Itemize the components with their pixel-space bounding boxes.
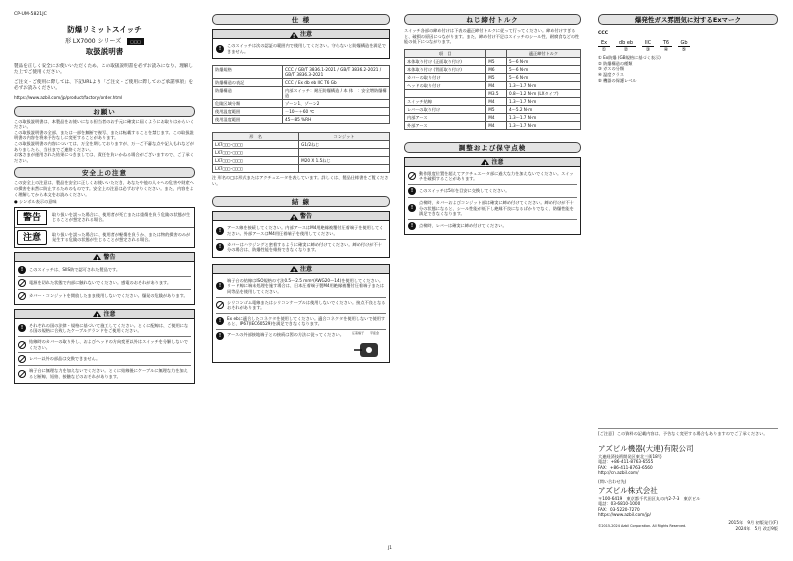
note-text: この資料の記載内容は、予告なく変更する場合もありますのでご了承ください。	[616, 431, 768, 436]
title-model: 形 LX7000 シリーズ	[64, 38, 122, 46]
wiring-warning-box: ! アース線を接続してください。内部アースはM4用絶縁被覆付圧着端子を使用してください。外部アースはM4用圧着端子を使用してください。 ! カバーはハウジングと密着するように確実に締め付けてください。締め付けが不十分の場合は、防爆性能を維持できなくなります。	[212, 221, 390, 257]
exmark-numbers: ① ② ③ ④ ⑤	[601, 47, 687, 54]
company-web[interactable]: http://cn.azbil.com/	[598, 470, 639, 476]
symbol-heading: ● シンボル表示の意味	[14, 199, 57, 205]
section-maint: 調整および保守点検	[404, 142, 581, 153]
table-row: M3.5 0.8～1.2 N·m (LXタイプ)	[405, 89, 581, 97]
caution-icon	[481, 159, 489, 165]
warning-icon	[290, 214, 298, 220]
section-onegai: お願い	[14, 106, 195, 117]
table-row: 外部アース M4 1.3～1.7 N·m	[405, 121, 581, 129]
table-row: 使用湿度範囲 45～85 %RH	[213, 116, 390, 124]
note-label: [ご注意]	[598, 431, 614, 436]
wiring-caution-bar: ! 注意	[212, 264, 390, 274]
table-row: LX7□□□-□□□□ M20 X 1.5ねじ	[213, 157, 390, 165]
prohibit-icon	[18, 292, 26, 300]
must-icon: !	[216, 317, 224, 325]
warning-icon	[93, 254, 101, 260]
no-disassemble-icon	[18, 341, 26, 349]
must-icon: !	[216, 45, 224, 53]
table-row: 本体取り付け (背面取り付け) M6 5～6 N·m	[405, 65, 581, 73]
prohibit-icon	[408, 172, 416, 180]
caution-icon	[93, 311, 101, 317]
must-icon: !	[216, 243, 224, 251]
title-code: □□□	[127, 38, 144, 45]
ground-icon: !	[216, 227, 224, 235]
exmark-legend: ① Ex防爆 (GB規格に基づく表示) ② 防爆構造の種類 ③ ガスの分類 ④ 温度クラス ⑤ 機器の保護レベル	[598, 55, 661, 83]
c1-warning-box: ! このスイッチは、SIIS防で認可された製品です。 電源を切れた状態で内部に触れないでください。感電のおそれがあります。 カバー・コンジットを開放したまま使用しないでください。爆発の危険があります。	[14, 262, 195, 305]
table-row: LX7□□□-□□□□ G1/2ねじ	[213, 141, 390, 149]
section-exmark: 爆発性ガス雰囲気に対するExマーク	[598, 14, 778, 25]
torque-intro: スイッチ各部の締め付けは下表の適正締付トルクに従って行ってください。締め付けすぎると、破損の原因につながります。また、締め付け不足はスイッチのシール性、耐腐食などの性能の低下につながります。	[404, 28, 580, 45]
maint-caution-box: 動作限度位置を超えてアクチュエータ部に過大な力を加えないでください。スイッチを破損することがあります。 ! このスイッチは5年を目安に交換してください。 ! 点検時、カバーおよびコンジット部は確実に締め付けてください。締め付けが不十分の状態になると、シール性能が低下し絶縁不良になるばかりでなく、防爆性能を満足できなくなります。 ! 点検時、レバーは確実に締め付けてください。	[404, 167, 581, 235]
wiring-warning-bar: ! 警告	[212, 211, 390, 221]
intro-1: 製品を正しく安全にお使いいただくため、この取扱説明書を必ずお読みになり、理解した上でご使用ください。	[14, 64, 193, 76]
spec-caution-bar: ! 注意	[212, 29, 390, 39]
prohibit-icon	[18, 370, 26, 378]
table-row: カバーの取り付け M5 5～6 N·m	[405, 73, 581, 81]
torque-table: 項 目 適正締付トルク 本体取り付け (正面取り付け) M5 5～6 N·m 本体取り付け (背面取り付け) M6 5～6 N·m カバーの取り付け M5 5～6 N·m ヘッドの取り付け M4 1.3～1.7 N·m M3.5 0.8～1.2 N·m (LXタイプ) スイッチ結線 M4 1.3～1.7 N·m レバーの取り付け M5 4～5.2 N·m 内部アース M4 1.3～1.7 N·m 外部アース M4 1.3～1.7 N·m	[404, 49, 581, 130]
must-icon: !	[408, 204, 416, 212]
title-main: 防爆リミットスイッチ	[67, 25, 142, 35]
prohibit-icon	[18, 355, 26, 363]
must-icon: !	[216, 282, 224, 290]
must-icon: !	[18, 266, 26, 274]
order-url[interactable]: https://www.azbil.com/jp/product/factory/order.html	[14, 95, 123, 101]
c1-warning-bar: ! 警告	[14, 252, 195, 262]
table-row: スイッチ結線 M4 1.3～1.7 N·m	[405, 97, 581, 105]
page-number: J1	[388, 545, 392, 550]
warning-text: 取り扱いを誤った場合に、使用者が死亡または重傷を負う危険の状態が生じることが想定される場合。	[52, 211, 191, 223]
must-icon: !	[18, 324, 26, 332]
intro-2: ご注文・ご使用に際しては、下記URLより「ご注文・ご使用に際してのご承諾事項」を必ずお読みください。	[14, 79, 194, 91]
table-row: 内部アース M4 1.3～1.7 N·m	[405, 113, 581, 121]
table-row: ヘッドの取り付け M4 1.3～1.7 N·m	[405, 81, 581, 89]
no-touch-icon	[18, 279, 26, 287]
anzen-body: この安全上の注意は、製品を安全に正しくお使いいただき、あなたや他の人々への危害や財産への損害を未然に防止するためのものです。安全上の注意は必ずお守りください。また、内容をよく理解してから本文をお読みください。	[14, 180, 194, 197]
ccc-mark: CCC	[598, 31, 609, 36]
onegai-item: この取扱説明書は、本製品をお使いになる担当者のお手元に確実に届くようにお取りはからいください。	[14, 118, 195, 130]
caution-text: 取り扱いを誤った場合に、使用者が軽傷を負うか、または物的損害のみが発生する危険の状態が生じることが想定される場合。	[52, 231, 191, 243]
section-anzen: 安全上の注意	[14, 167, 195, 178]
table-row: 本体取り付け (正面取り付け) M5 5～6 N·m	[405, 57, 581, 65]
wiring-caution-box: ! 端子台の結線はISO規格の寸法0.5～2.5 mm²(AWG20～14)を使用してください。リード線に端末処理を施す場合は、日本圧着端子製M4用絶縁被覆付圧着端子または同等品を使用してください。 シリコンゴム電線またはシリコンケーブルは使用しないでください。接点不良となるおそれがあります。 ! Ex ebに適合したコネクタを使用してください。適合コネクタを使用しないで使用すると、IP67(IEC60529)を満足できなくなります。 ! アースの外部接地端子との接続は図の方法に従ってください。 圧着端子 平座金	[212, 274, 390, 363]
column-3	[404, 0, 581, 235]
c1-caution-bar: ! 注意	[14, 309, 195, 319]
warning-label: 警告	[17, 210, 47, 225]
onegai-item: この取扱説明書の全部、または一部を無断で複写、または転載することを禁じます。この取扱説明書の内容を将来予告なしに変更することがあります。	[14, 129, 194, 141]
must-icon: !	[408, 222, 416, 230]
column-2	[212, 0, 390, 363]
table-row: 防爆規格 CCC / GB/T 3836.1-2021 / GB/T 3836.2-2021 / GB/T 3836.3-2021	[213, 66, 390, 79]
section-wiring: 結 線	[212, 196, 390, 207]
company-block: [ご注意] この資料の記載内容は、予告なく変更する場合もありますのでご了承ください。 アズビル機器(大連)有限公司 大連経済技術開発区東北三街18号 電話：+86-411-8763-6555 FAX：+86-411-8763-6560 http://cn.azbil.com/ (問い合わせ先) アズビル株式会社 〒100-6419 東京都千代田区丸の内2-7-3 東京ビル 電話：03-6810-1000 FAX：03-5220-7270 https://www.azbil.com/jp/ ©2015-2024 Azbil Corporation. All Rights Reserved. 2015年 9月 初版発行(F) 2024年 5月 改訂9版	[598, 428, 778, 531]
table-row: 危険区域分類 ゾーン1、ゾーン2	[213, 100, 390, 108]
table-row: 防爆構造 内部スイッチ：耐圧防爆構造 / 本 体 ：安全増防爆構造	[213, 87, 390, 100]
copyright: ©2015-2024 Azbil Corporation. All Rights Reserved.	[598, 523, 687, 528]
model-table: 形 名 コンジット LX7□□□-□□□□ G1/2ねじ LX7□□□-□□□□ LX7□□□-□□□□ M20 X 1.5ねじ LX7□□□-□□□□	[212, 132, 390, 173]
table-row: LX7□□□-□□□□	[213, 149, 390, 157]
title-manual: 取扱説明書	[85, 47, 124, 57]
terminal-diagram-icon	[352, 337, 386, 359]
onegai-item: この取扱説明書の内容については、万全を期しておりますが、万一ご不審な点や記入もれなどがありましたら、当社までご連絡ください。	[14, 140, 194, 152]
prohibit-icon	[216, 301, 224, 309]
ground-diagram: 圧着端子 平座金	[352, 332, 386, 358]
must-icon: !	[408, 187, 416, 195]
onegai-item: お客さまが運用された結果につきましては、責任を負いかねる場合がございますので、ご了承ください。	[14, 152, 194, 163]
doc-id: CP-UM-5821JC	[14, 12, 47, 17]
column-1	[14, 0, 195, 384]
company-name: アズビル機器(大連)有限公司	[598, 443, 694, 453]
japan-web[interactable]: https://www.azbil.com/jp/	[598, 512, 651, 518]
maint-caution-bar: ! 注意	[404, 157, 581, 167]
caution-icon	[290, 266, 298, 272]
table-row: LX7□□□-□□□□	[213, 165, 390, 173]
section-spec: 仕 様	[212, 14, 390, 25]
spec-table	[212, 65, 390, 124]
c1-caution-box: ! それぞれの国の法律・規格に基づいて施工してください。とくに配線は、ご使用になる国の規格に合致したケーブルグランドをご使用ください。 結線時のカバーの取り外し、およびヘッドの方向変更以外はスイッチを分解しないでください。 レバー以外の部品は交換できません。 端子台に無理な力を加えないでください。とくに結線後にケーブルに無理な力を加えると断線、短絡、接触などのおそれがあります。	[14, 319, 195, 385]
caution-icon	[290, 32, 298, 38]
section-torque: ねじ締付トルク	[404, 14, 581, 25]
column-4	[598, 0, 778, 531]
model-note: 注 形名の□は形式またはアクチュエータを表しています。詳しくは、製品仕様書をご覧ください。	[212, 175, 389, 186]
japan-company: アズビル株式会社	[598, 485, 658, 495]
table-row: レバーの取り付け M5 4～5.2 N·m	[405, 105, 581, 113]
caution-label: 注意	[17, 230, 47, 245]
spec-caution-box: ! このスイッチは次の認証の範囲内で使用してください。守らないと防爆構造を満足できません。	[212, 39, 390, 59]
table-row: 使用温度範囲 －10～＋60 ℃	[213, 108, 390, 116]
exmark-codes: Ex db eb IIC T6 Gb	[598, 40, 778, 47]
must-icon: !	[216, 332, 224, 340]
table-row: 防爆構造の表記 CCC / Ex db eb IIC T6 Gb	[213, 79, 390, 87]
